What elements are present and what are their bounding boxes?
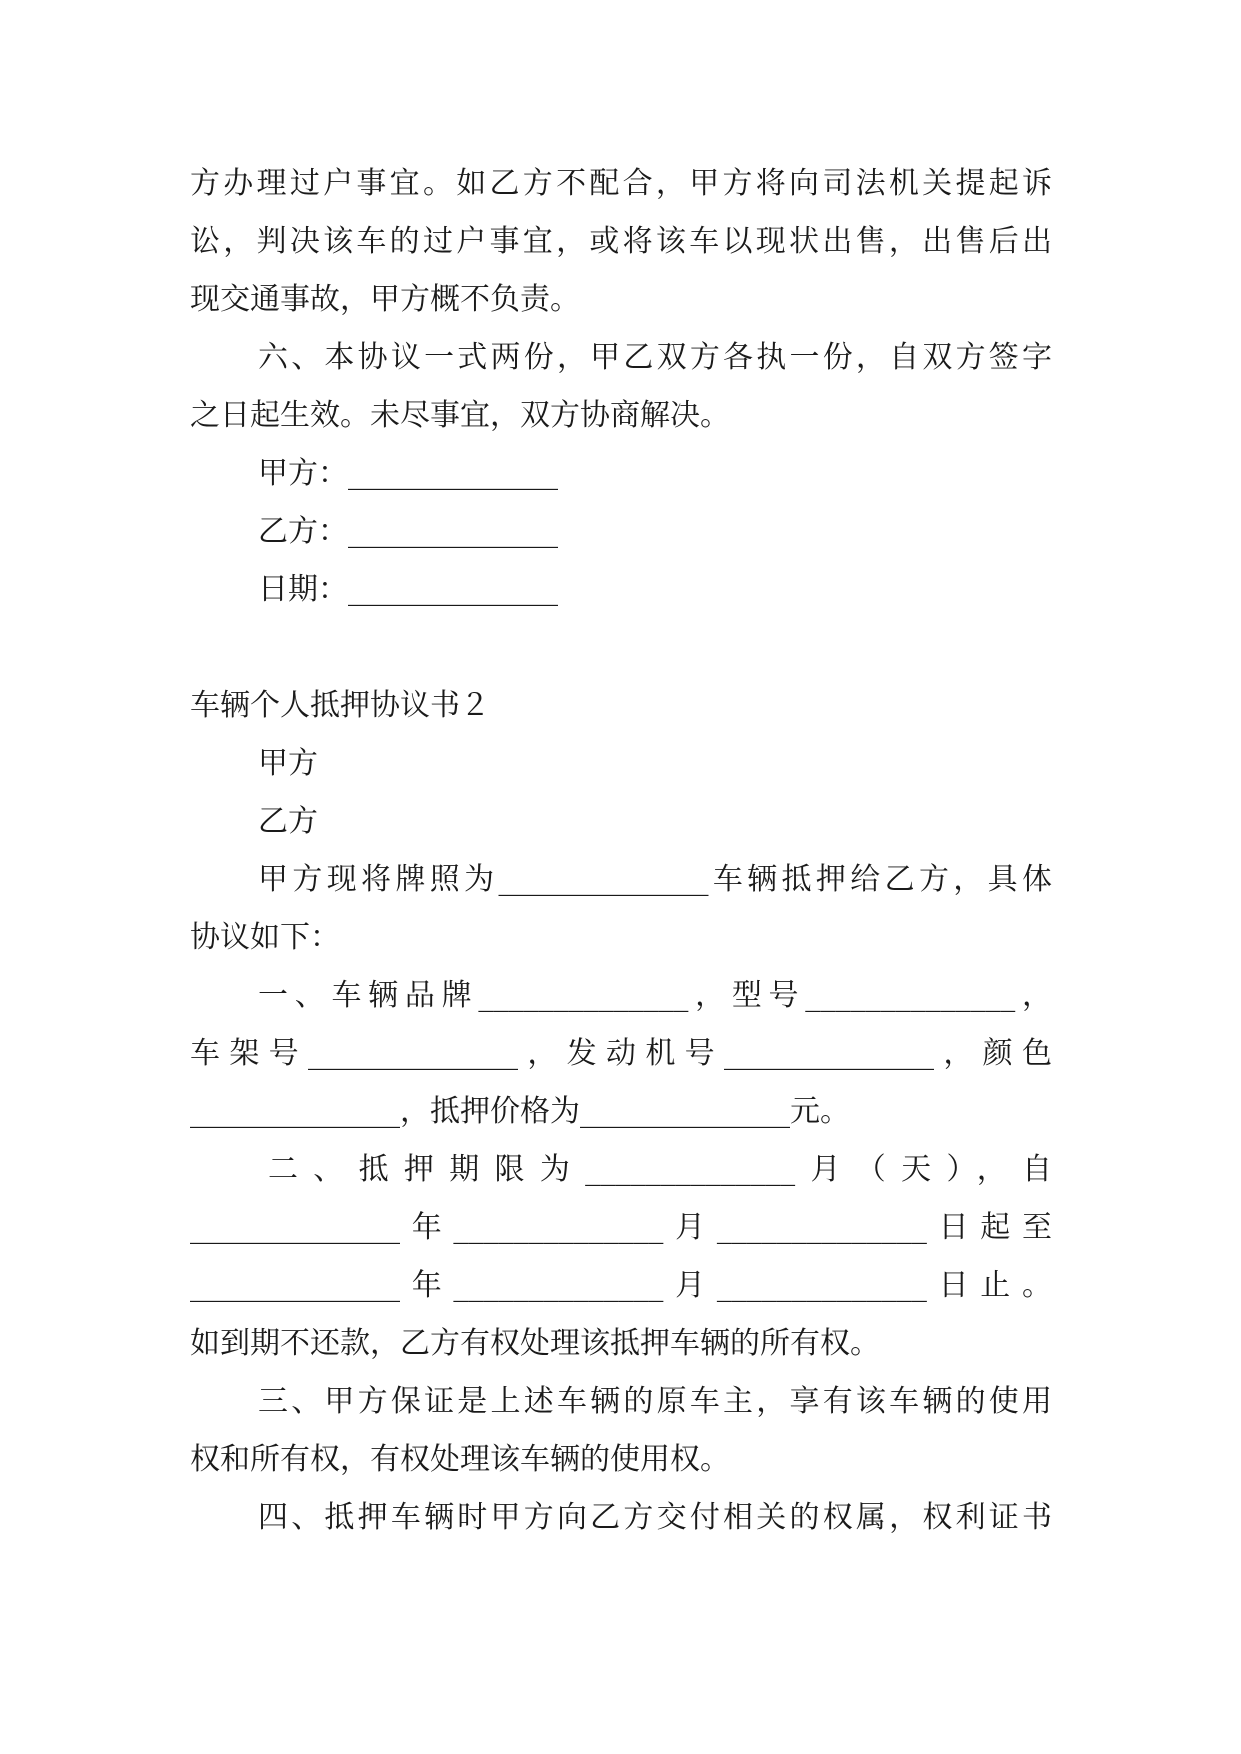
date-signature: 日期：______________ bbox=[258, 572, 558, 607]
clause-two-line: 二、抵押期限为______________月（天），自 bbox=[268, 1152, 1052, 1187]
paragraph-line: 讼，判决该车的过户事宜，或将该车以现状出售，出售后出 bbox=[190, 224, 1052, 259]
party-b-label: 乙方 bbox=[258, 804, 318, 839]
paragraph-line: 现交通事故，甲方概不负责。 bbox=[190, 282, 580, 317]
section-title: 车辆个人抵押协议书２ bbox=[190, 688, 490, 723]
clause-six-line: 六、本协议一式两份，甲乙双方各执一份，自双方签字 bbox=[258, 340, 1052, 375]
party-b-signature: 乙方：______________ bbox=[258, 514, 558, 549]
paragraph-line: ______________，抵押价格为______________元。 bbox=[190, 1094, 850, 1129]
paragraph-line: ______________年______________月______________日起至 bbox=[190, 1210, 1052, 1245]
party-a-label: 甲方 bbox=[258, 746, 318, 781]
paragraph-line: ______________年______________月______________日止。 bbox=[190, 1268, 1052, 1303]
paragraph-line: 方办理过户事宜。如乙方不配合，甲方将向司法机关提起诉 bbox=[190, 166, 1052, 201]
party-a-signature: 甲方：______________ bbox=[258, 456, 558, 491]
paragraph-line: 协议如下： bbox=[190, 920, 340, 955]
paragraph-line: 甲方现将牌照为______________车辆抵押给乙方，具体 bbox=[258, 862, 1052, 897]
paragraph-line: 权和所有权，有权处理该车辆的使用权。 bbox=[190, 1442, 730, 1477]
section-gap bbox=[190, 619, 1052, 677]
clause-one-line: 一、车辆品牌______________，型号______________， bbox=[258, 978, 1052, 1013]
clause-four-line: 四、抵押车辆时甲方向乙方交付相关的权属，权利证书 bbox=[258, 1500, 1052, 1535]
clause-three-line: 三、甲方保证是上述车辆的原车主，享有该车辆的使用 bbox=[258, 1384, 1052, 1419]
paragraph-line: 如到期不还款，乙方有权处理该抵押车辆的所有权。 bbox=[190, 1326, 880, 1361]
paragraph-line: 车架号______________，发动机号______________，颜色 bbox=[190, 1036, 1052, 1071]
document-page bbox=[190, 155, 1052, 1547]
paragraph-line: 之日起生效。未尽事宜，双方协商解决。 bbox=[190, 398, 730, 433]
